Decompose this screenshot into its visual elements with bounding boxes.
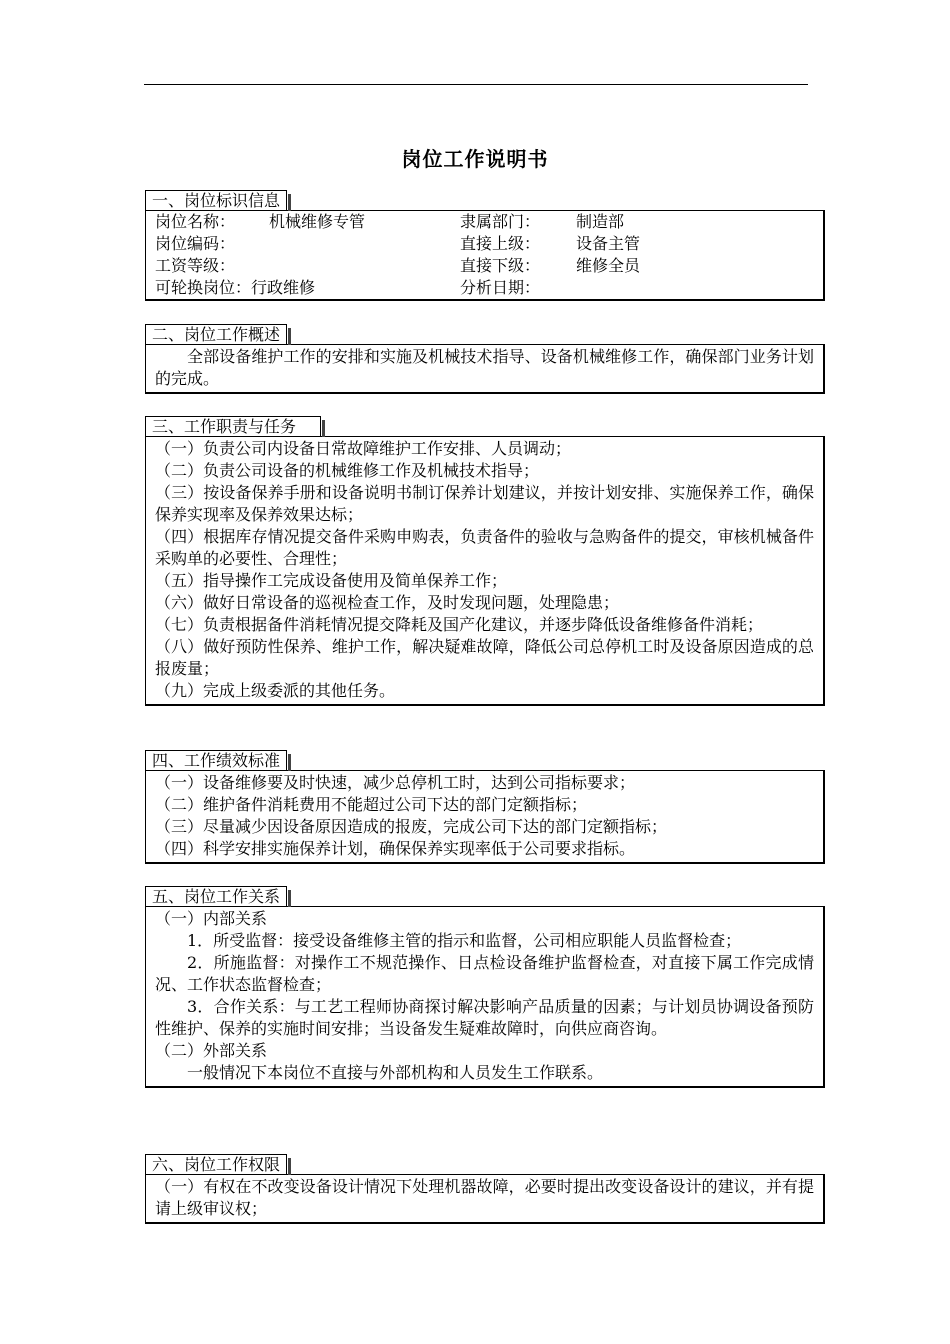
relation-item: 3．合作关系：与工艺工程师协商探讨解决影响产品质量的因素；与计划员协调设备预防性维护、保养的实施时间安排；当设备发生疑难故障时，向供应商咨询。 [155,997,814,1038]
relation-item: 2．所施监督：对操作工不规范操作、日点检设备维护监督检查，对直接下属工作完成情况、工作状态监督检查； [155,953,814,994]
performance-item: （二）维护备件消耗费用不能超过公司下达的部门定额指标； [155,795,588,814]
relations-box [145,906,825,1088]
label-rotatable-position: 可轮换岗位： [155,278,252,297]
section-heading: 三、工作职责与任务 [145,416,321,436]
relation-item: 1．所受监督：接受设备维修主管的指示和监督，公司相应职能人员监督检查； [187,931,742,950]
label-department: 隶属部门： [460,212,541,231]
overview-box [145,344,825,394]
internal-relations-heading: （一）内部关系 [155,909,268,928]
duty-item: （四）根据库存情况提交备件采购申购表，负责备件的验收与急购备件的提交，审核机械备件采购单的必要性、合理性； [155,527,814,568]
external-relations-text: 一般情况下本岗位不直接与外部机构和人员发生工作联系。 [187,1063,604,1082]
authority-box [145,1174,825,1224]
performance-item: （一）设备维修要及时快速，减少总停机工时，达到公司指标要求； [155,773,636,792]
label-analysis-date: 分析日期： [460,278,541,297]
section-heading: 一、岗位标识信息 [145,190,287,210]
value-rotatable-position: 行政维修 [251,278,316,297]
duties-box [145,436,825,706]
duty-item: （八）做好预防性保养、维护工作，解决疑难故障，降低公司总停机工时及设备原因造成的总报废量； [155,637,814,678]
info-row [155,277,814,299]
duty-item: （六）做好日常设备的巡视检查工作，及时发现问题，处理隐患； [155,593,620,612]
value-direct-subordinate: 维修全员 [576,256,641,275]
duty-item: （二）负责公司设备的机械维修工作及机械技术指导； [155,461,540,480]
performance-item: （四）科学安排实施保养计划，确保保养实现率低于公司要求指标。 [155,839,636,858]
info-row [155,211,814,233]
overview-text: 全部设备维护工作的安排和实施及机械技术指导、设备机械维修工作，确保部门业务计划的完成。 [155,347,814,388]
duty-item: （九）完成上级委派的其他任务。 [155,681,396,700]
label-direct-subordinate: 直接下级： [460,256,541,275]
header-rule [144,84,808,85]
document-title: 岗位工作说明书 [401,147,549,171]
value-position-name: 机械维修专管 [269,212,366,231]
duty-item: （七）负责根据备件消耗情况提交降耗及国产化建议，并逐步降低设备维修备件消耗； [155,615,764,634]
section-duties [145,416,825,706]
duty-item: （一）负责公司内设备日常故障维护工作安排、人员调动； [155,439,572,458]
info-row [155,255,814,277]
section-identity [145,190,825,301]
section-heading: 二、岗位工作概述 [145,324,287,344]
section-authority [145,1154,825,1224]
section-heading: 五、岗位工作关系 [145,886,287,906]
label-position-code: 岗位编码： [155,234,236,253]
performance-item: （三）尽量减少因设备原因造成的报废，完成公司下达的部门定额指标； [155,817,668,836]
label-position-name: 岗位名称： [155,212,236,231]
section-relations [145,886,825,1088]
authority-item: （一）有权在不改变设备设计情况下处理机器故障，必要时提出改变设备设计的建议，并有提请上级审议权； [155,1177,814,1218]
section-overview [145,324,825,394]
performance-box [145,770,825,864]
section-heading: 四、工作绩效标准 [145,750,287,770]
duty-item: （五）指导操作工完成设备使用及简单保养工作； [155,571,508,590]
value-department: 制造部 [576,212,625,231]
section-performance [145,750,825,864]
info-row [155,233,814,255]
duty-item: （三）按设备保养手册和设备说明书制订保养计划建议，并按计划安排、实施保养工作，确保保养实现率及保养效果达标； [155,483,814,524]
value-direct-superior: 设备主管 [576,234,641,253]
label-direct-superior: 直接上级： [460,234,541,253]
identity-box [145,210,825,301]
section-heading: 六、岗位工作权限 [145,1154,287,1174]
label-salary-grade: 工资等级： [155,256,236,275]
external-relations-heading: （二）外部关系 [155,1041,268,1060]
